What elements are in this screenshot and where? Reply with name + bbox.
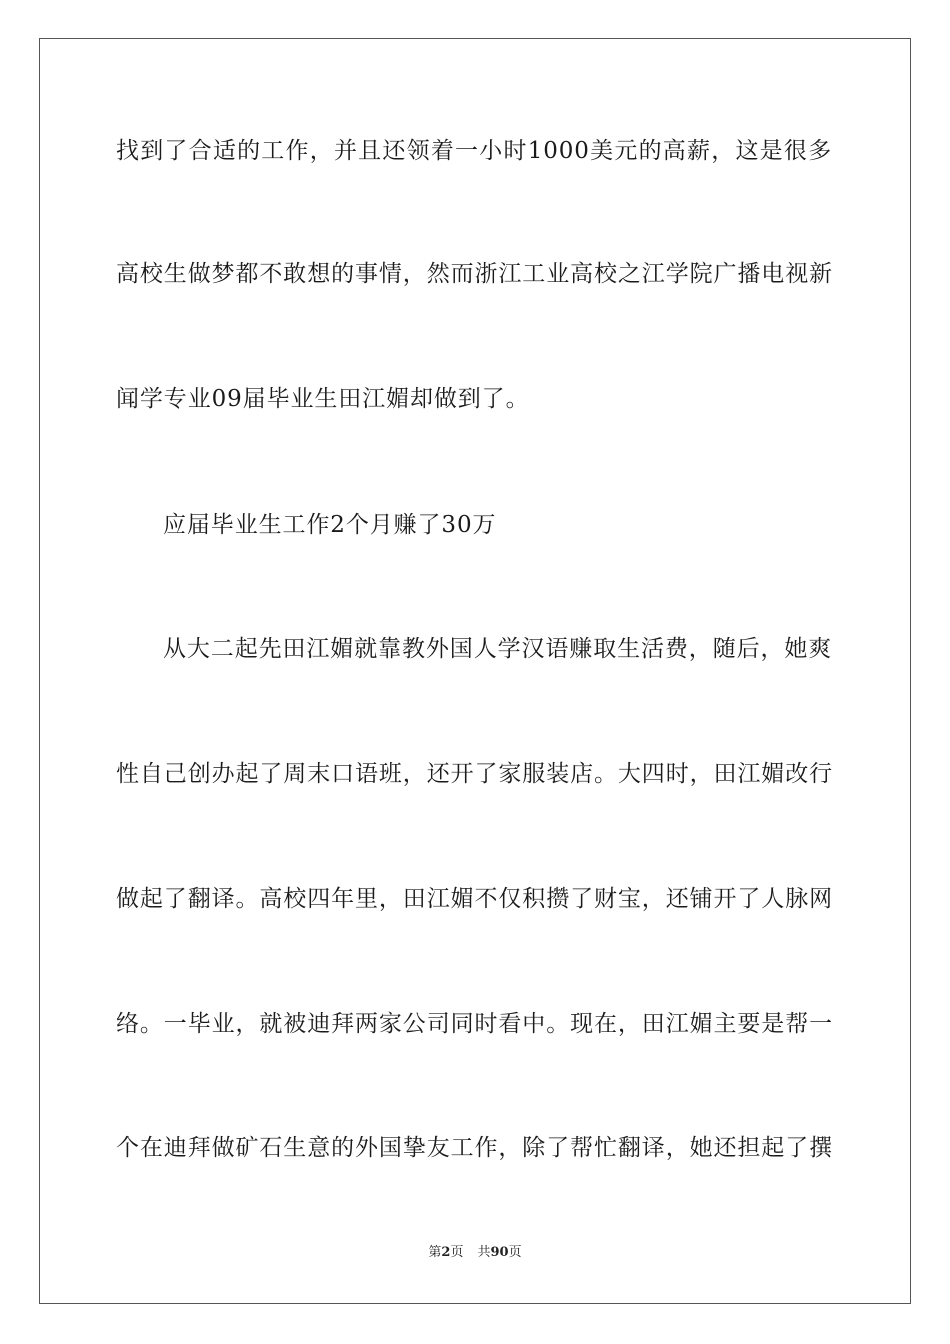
body-line-5: 性自己创办起了周末口语班，还开了家服装店。大四时，田江媚改行 (116, 761, 833, 787)
page-number: 2 (441, 1245, 451, 1260)
page-suffix: 页 (450, 1245, 464, 1260)
body-line-7: 络。一毕业，就被迪拜两家公司同时看中。现在，田江媚主要是帮一 (116, 1011, 833, 1037)
body-line-1: 找到了合适的工作，并且还领着一小时1000美元的高薪，这是很多 (116, 138, 832, 164)
total-pages: 90 (490, 1245, 509, 1260)
total-prefix: 共 (477, 1245, 491, 1260)
body-line-3: 闻学专业09届毕业生田江媚却做到了。 (116, 386, 530, 412)
section-heading: 应届毕业生工作2个月赚了30万 (163, 512, 497, 538)
page-prefix: 第 (428, 1245, 442, 1260)
page-footer (0, 1244, 950, 1262)
total-suffix: 页 (508, 1245, 522, 1260)
body-line-8: 个在迪拜做矿石生意的外国挚友工作，除了帮忙翻译，她还担起了撰 (116, 1135, 833, 1161)
body-line-2: 高校生做梦都不敢想的事情，然而浙江工业高校之江学院广播电视新 (116, 261, 833, 287)
body-line-4: 从大二起先田江媚就靠教外国人学汉语赚取生活费，随后，她爽 (163, 636, 833, 662)
page-border (39, 38, 911, 1304)
body-line-6: 做起了翻译。高校四年里，田江媚不仅积攒了财宝，还铺开了人脉网 (116, 886, 833, 912)
